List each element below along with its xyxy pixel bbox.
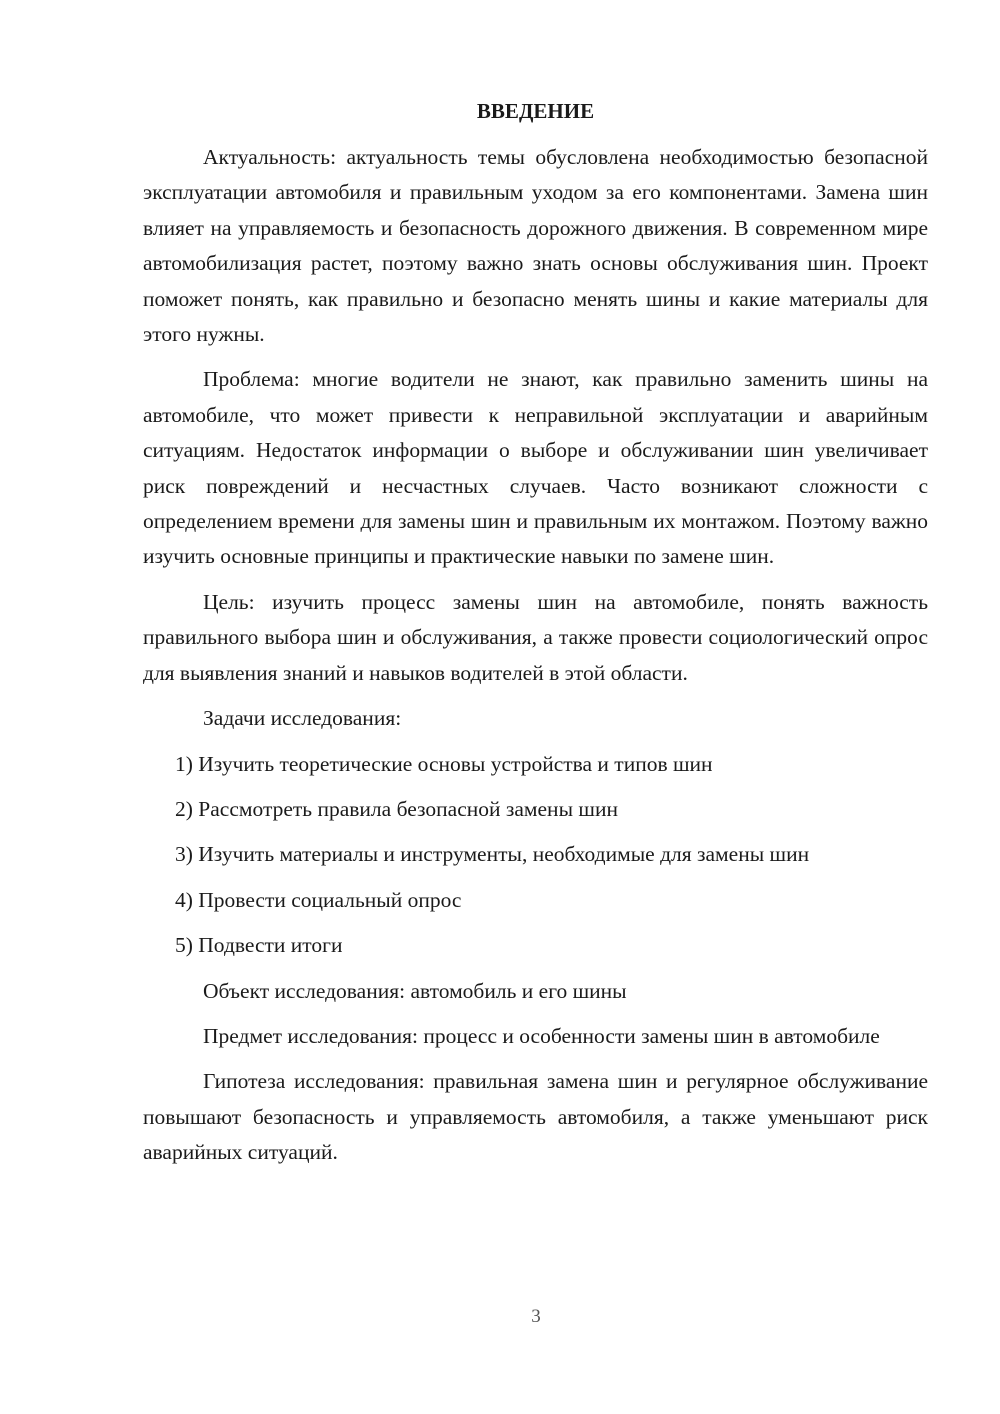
tasks-heading: Задачи исследования: <box>203 706 402 731</box>
task-item: 2) Рассмотреть правила безопасной замены шин <box>175 796 618 821</box>
object-paragraph: Объект исследования: автомобиль и его шины <box>203 978 627 1003</box>
section-title: ВВЕДЕНИЕ <box>476 99 595 123</box>
task-item: 4) Провести социальный опрос <box>175 887 462 912</box>
subject-paragraph: Предмет исследования: процесс и особенности замены шин в автомобиле <box>203 1023 880 1048</box>
page-number: 3 <box>531 1306 541 1327</box>
task-item: 1) Изучить теоретические основы устройства и типов шин <box>175 751 713 776</box>
hypothesis-paragraph: Гипотеза исследования: правильная замена шин и регулярное обслуживание повышают безопасность и управляемость автомобиля, а также уменьшают риск аварийных ситуаций. <box>143 1069 928 1165</box>
task-item: 3) Изучить материалы и инструменты, необходимые для замены шин <box>175 842 810 867</box>
relevance-paragraph: Актуальность: актуальность темы обусловлена необходимостью безопасной эксплуатации автомобиля и правильным уходом за его компонентами. Замена шин влияет на управляемость и безопасность дорожного движения. В современном мире автомобилизация растет, поэтому важно знать основы обслуживания шин. Проект поможет понять, как правильно и безопасно менять шины и какие материалы для этого нужны. <box>143 145 928 347</box>
task-item: 5) Подвести итоги <box>175 933 343 958</box>
document-page <box>143 96 928 1181</box>
goal-paragraph: Цель: изучить процесс замены шин на автомобиле, понять важность правильного выбора шин и обслуживания, а также провести социологический опрос для выявления знаний и навыков водителей в этой области. <box>143 589 928 685</box>
tasks-list <box>143 747 928 964</box>
problem-paragraph: Проблема: многие водители не знают, как правильно заменить шины на автомобиле, что может привести к неправильной эксплуатации и аварийным ситуациям. Недостаток информации о выборе и обслуживании шин увеличивает риск повреждений и несчастных случаев. Часто возникают сложности с определением времени для замены шин и правильным их монтажом. Поэтому важно изучить основные принципы и практические навыки по замене шин. <box>143 367 928 569</box>
